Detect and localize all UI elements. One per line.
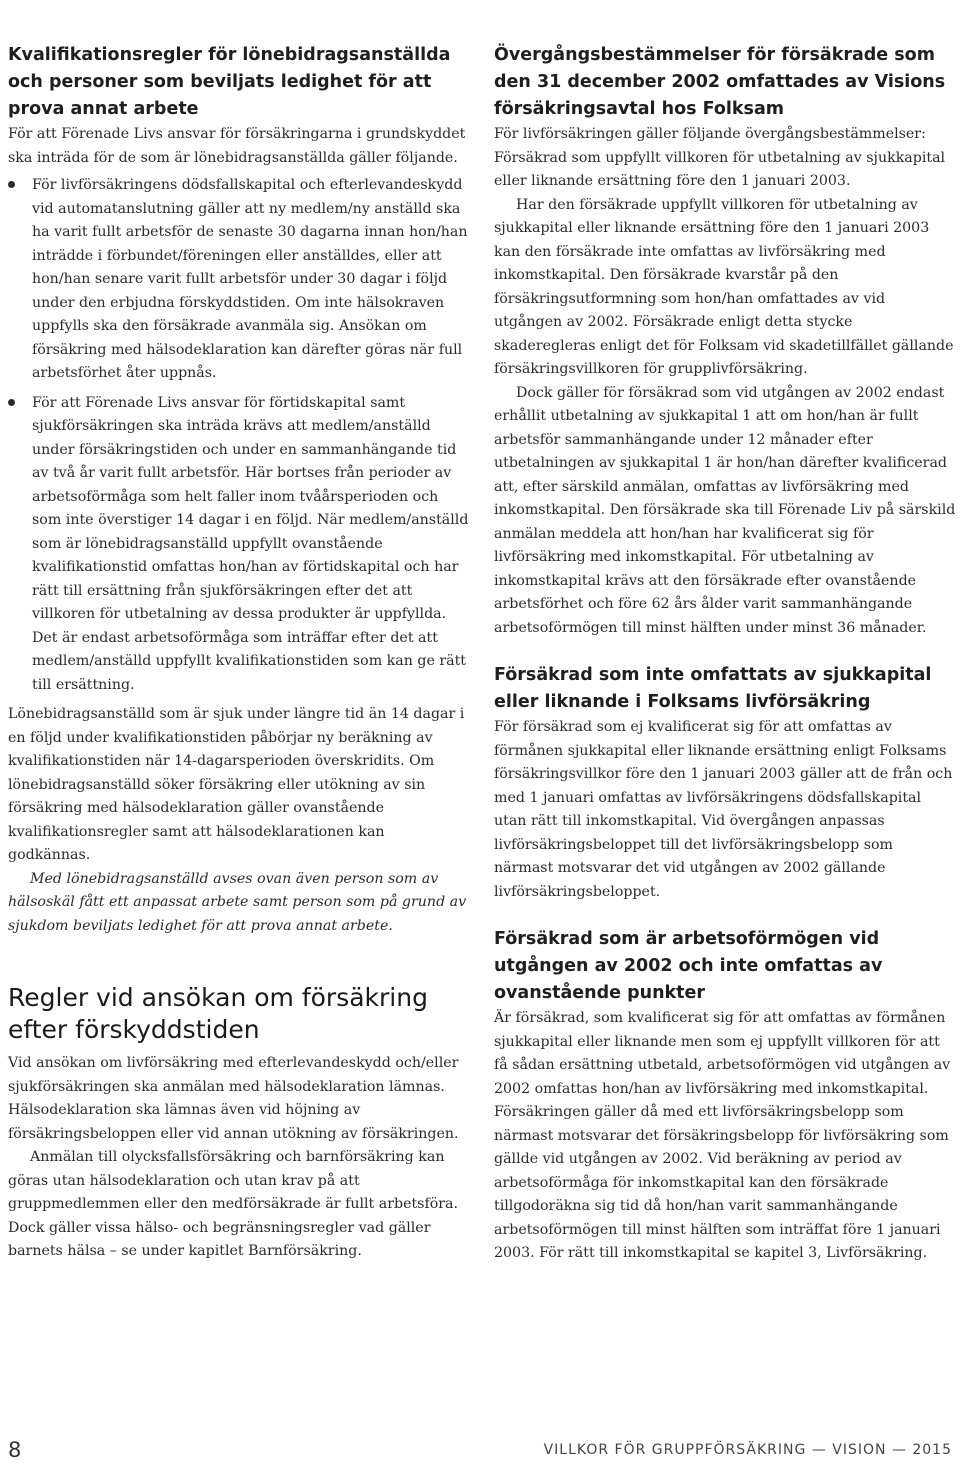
- bullet-list: [8, 174, 470, 697]
- bullet-icon: [8, 181, 15, 188]
- running-title: VILLKOR FÖR GRUPPFÖRSÄKRING — VISION — 2015: [543, 1442, 952, 1458]
- page-number: 8: [8, 1438, 22, 1462]
- right-column: [494, 42, 956, 1266]
- list-item-text: För att Förenade Livs ansvar för förtidskapital samt sjukförsäkringen ska inträda krävs att medlem/anställd under försäkringstiden och under en sammanhängande tid av två år varit fullt arbetsför. Här bortses från perioder av arbetsoförmåga som helt faller inom tvåårsperioden och som inte överstiger 14 dagar i en följd. När medlem/anställd som är lönebidragsanställd uppfyllt ovanstående kvalifikationstid omfattas hon/han av förtidskapital och har rätt till ersättning från sjukförsäkringen efter det att villkoren för utbetalning av dessa produkter är uppfyllda. Det är endast arbetsoförmåga som inträffar efter det att medlem/anställd uppfyllt kvalifikationstiden som kan ge rätt till ersättning.: [32, 394, 469, 693]
- bullet-icon: [8, 399, 15, 406]
- page-footer: [8, 1438, 956, 1462]
- left-column: [8, 42, 470, 1264]
- list-item: [8, 174, 470, 386]
- list-item-text: För livförsäkringens dödsfallskapital och efterlevandeskydd vid automatanslutning gäller att ny medlem/ny anställd ska ha varit fullt arbetsför de senaste 30 dagarna innan hon/han inträdde i förbundet/föreningen eller anställdes, eller att hon/han senare varit fullt arbetsför under 30 dagar i följd under den erbjudna förskyddstiden. Om inte hälsokraven uppfylls ska den försäkrade avanmäla sig. Ansökan om försäkring med hälsodeklaration kan därefter göras när full arbetsförhet åter uppnås.: [32, 177, 468, 381]
- body-paragraph: Har den försäkrade uppfyllt villkoren för utbetalning av sjukkapital eller liknande ersättning före den 1 januari 2003 kan den försäkrade inte omfattas av livförsäkring med inkomstkapital. Den försäkrade kvarstår på den försäkringsutformning som hon/han omfattades av vid utgången av 2002. Försäkrade enligt detta stycke skaderegleras enligt det för Folksam vid skadetillfället gällande försäkringsvillkoren för grupplivförsäkring.: [494, 196, 954, 377]
- section-heading-not-covered: Försäkrad som inte omfattats av sjukkapital eller liknande i Folksams livförsäkring: [494, 665, 932, 712]
- body-paragraph: För försäkrad som ej kvalificerat sig för att omfattas av förmånen sjukkapital eller liknande ersättning enligt Folksams försäkringsvillkor före den 1 januari 2003 gäller att de från och med 1 januari omfattas av livförsäkringens dödsfallskapital utan rätt till inkomstkapital. Vid övergången anpassas livförsäkringsbeloppet till det livförsäkringsbelopp som närmast motsvarar det vid utgången av 2002 gällande livförsäkringsbeloppet.: [494, 719, 953, 900]
- section-heading-transition: Övergångsbestämmelser för försäkrade som den 31 december 2002 omfattades av Visions försäkringsavtal hos Folksam: [494, 45, 946, 119]
- list-item: [8, 392, 470, 698]
- body-paragraph: Är försäkrad, som kvalificerat sig för att omfattas av förmånen sjukkapital eller liknande men som ej uppfyllt villkoren för att få sådan ersättning utbetald, arbetsoförmögen vid utgången av 2002 omfattas hon/han av livförsäkring med inkomstkapital. Försäkringen gäller då med ett livförsäkringsbelopp som närmast motsvarar det försäkringsbelopp för livförsäkring som gällde vid utgången av 2002. Vid beräkning av period av arbetsoförmåga för inkomstkapital kan den försäkrade tillgodoräkna sig tid då hon/han varit sammanhängande arbetsoförmögen till minst hälften som inträffat före 1 januari 2003. För rätt till inkomstkapital se kapitel 3, Livförsäkring.: [494, 1010, 951, 1261]
- body-paragraph: Dock gäller för försäkrad som vid utgången av 2002 endast erhållit utbetalning av sjukkapital 1 att om hon/han är fullt arbetsför sammanhängande under 12 månader efter utbetalningen av sjukkapital 1 är hon/han därefter kvalificerad att, efter särskild anmälan, omfattas av livförsäkring med inkomstkapital. Den försäkrade ska till Förenade Liv på särskild anmälan meddela att hon/han har kvalificerat sig för livförsäkring med inkomstkapital. För utbetalning av inkomstkapital krävs att den försäkrade efter ovanstående arbetsförhet och före 62 års ålder varit sammanhängande arbetsoförmögen till minst hälften under minst 36 månader.: [494, 384, 956, 636]
- body-paragraph: Vid ansökan om livförsäkring med efterlevandeskydd och/eller sjukförsäkringen ska anmälan med hälsodeklaration lämnas. Hälsodeklaration ska lämnas även vid höjning av försäkringsbeloppen eller vid annan utökning av försäkringen.: [8, 1055, 459, 1142]
- section-heading-application: Regler vid ansökan om försäkring efter förskyddstiden: [8, 983, 428, 1044]
- body-paragraph: Lönebidragsanställd som är sjuk under längre tid än 14 dagar i en följd under kvalifikationstiden påbörjar ny beräkning av kvalifikationstiden när 14-dagarsperioden överskridits. Om lönebidragsanställd söker försäkring eller utökning av sin försäkring med hälsodeklaration gäller ovanstående kvalifikationsregler samt att hälsodeklarationen kan godkännas.: [8, 706, 465, 863]
- italic-note: Med lönebidragsanställd avses ovan även person som av hälsoskäl fått ett anpassat arbete samt person som på grund av sjukdom beviljats ledighet för att prova annat arbete.: [8, 870, 467, 934]
- body-paragraph: För livförsäkringen gäller följande övergångsbestämmelser: Försäkrad som uppfyllt villkoren för utbetalning av sjukkapital eller liknande ersättning före den 1 januari 2003.: [494, 126, 946, 189]
- intro-paragraph: För att Förenade Livs ansvar för försäkringarna i grundskyddet ska inträda för de som är lönebidragsanställda gäller följande.: [8, 126, 466, 166]
- section-heading-qualification: Kvalifikationsregler för lönebidragsanställda och personer som beviljats ledighet för att prova annat arbete: [8, 45, 451, 119]
- section-heading-incapacitated: Försäkrad som är arbetsoförmögen vid utgången av 2002 och inte omfattas av ovanstående punkter: [494, 929, 883, 1003]
- body-paragraph: Anmälan till olycksfallsförsäkring och barnförsäkring kan göras utan hälsodeklaration och utan krav på att gruppmedlemmen eller den medförsäkrade är fullt arbetsföra. Dock gäller vissa hälso- och begränsningsregler vad gäller barnets hälsa – se under kapitlet Barnförsäkring.: [8, 1149, 459, 1259]
